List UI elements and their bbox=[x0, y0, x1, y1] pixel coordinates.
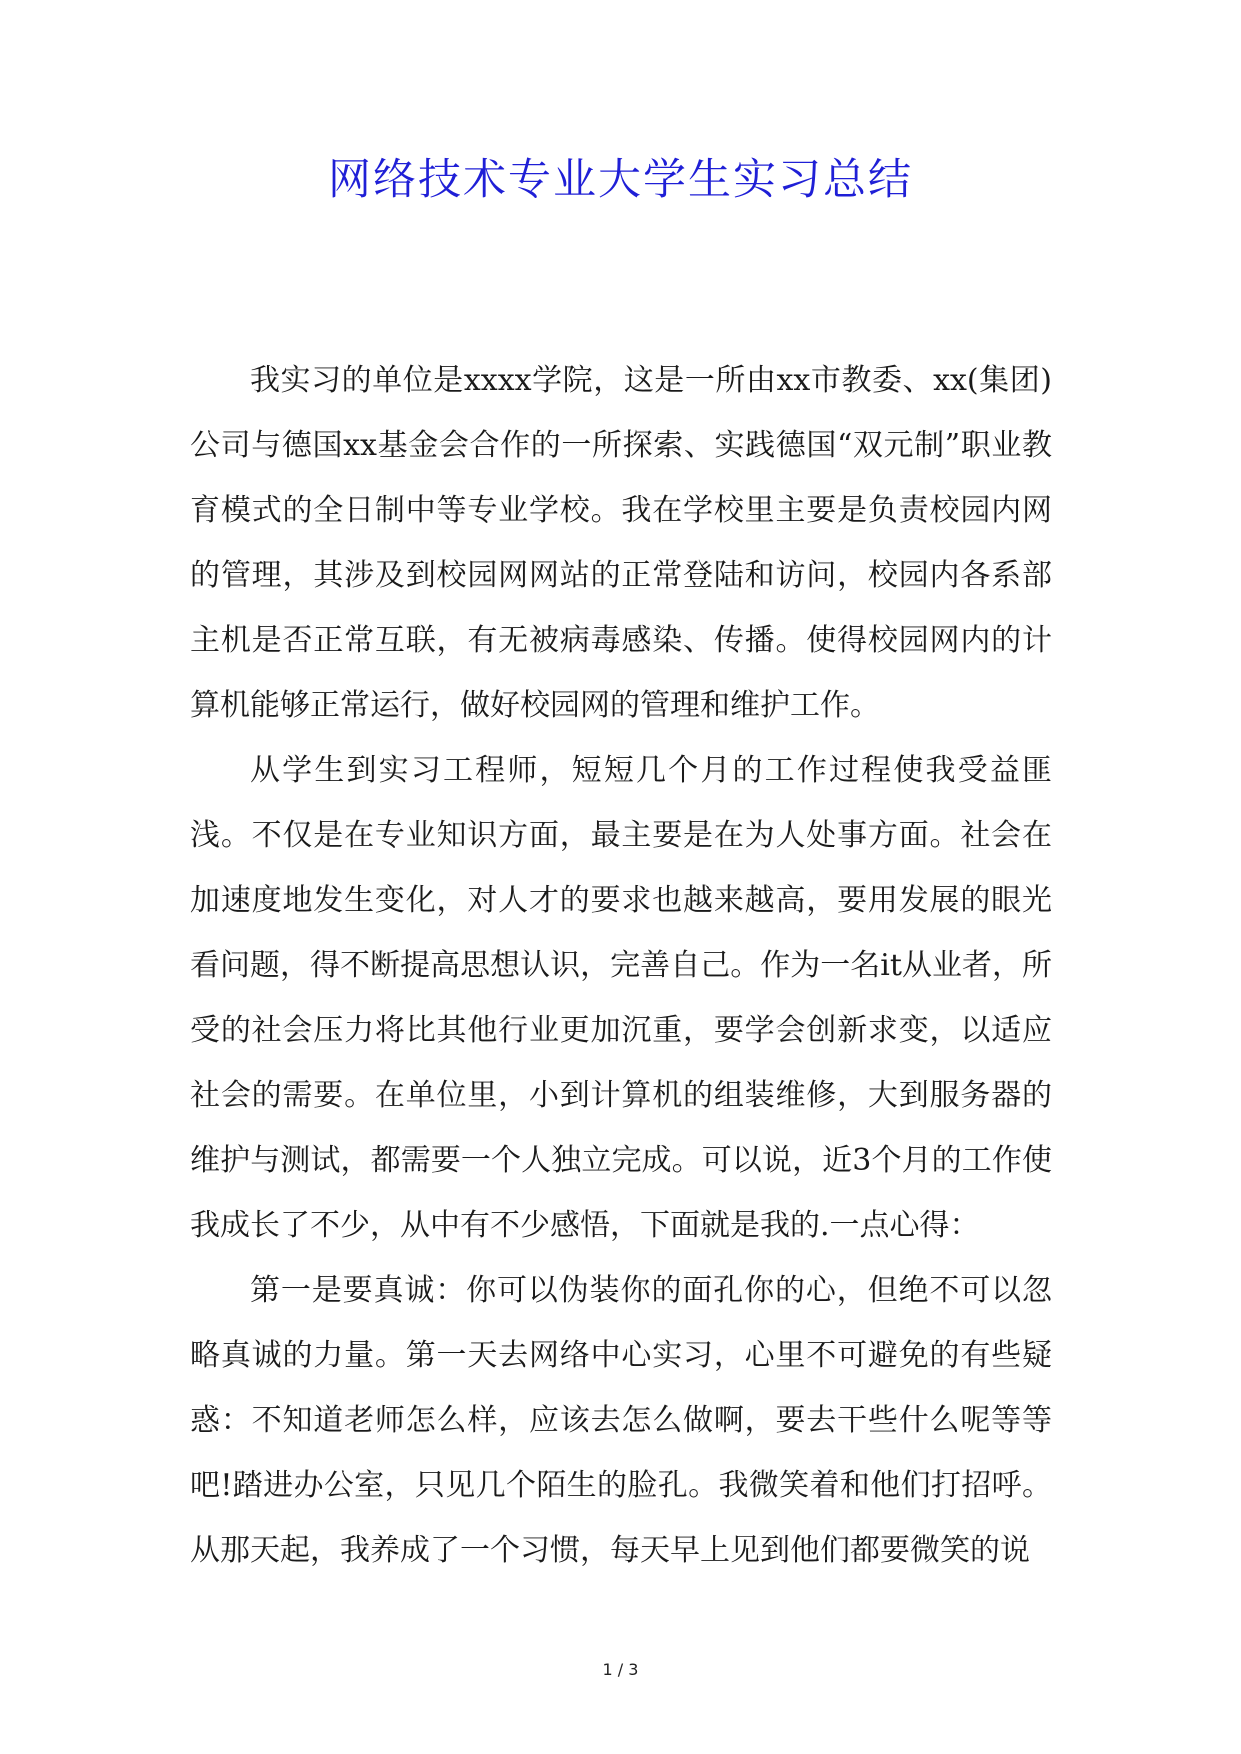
paragraph-2: 从学生到实习工程师，短短几个月的工作过程使我受益匪浅。不仅是在专业知识方面，最主要是在为人处事方面。社会在加速度地发生变化，对人才的要求也越来越高，要用发展的眼光看问题，得不断提高思想认识，完善自己。作为一名it从业者，所受的社会压力将比其他行业更加沉重，要学会创新求变，以适应社会的需要。在单位里，小到计算机的组装维修，大到服务器的维护与测试，都需要一个人独立完成。可以说，近3个月的工作使我成长了不少，从中有不少感悟，下面就是我的.一点心得： bbox=[190, 753, 1052, 1243]
paragraph-3: 第一是要真诚：你可以伪装你的面孔你的心，但绝不可以忽略真诚的力量。第一天去网络中心实习，心里不可避免的有些疑惑：不知道老师怎么样，应该去怎么做啊，要去干些什么呢等等吧!踏进办公室，只见几个陌生的脸孔。我微笑着和他们打招呼。从那天起，我养成了一个习惯，每天早上见到他们都要微笑的说 bbox=[190, 1273, 1052, 1568]
document-body bbox=[190, 348, 1052, 1583]
page-number: 1 / 3 bbox=[602, 1660, 639, 1679]
document-title: 网络技术专业大学生实习总结 bbox=[328, 155, 913, 205]
paragraph-1: 我实习的单位是xxxx学院，这是一所由xx市教委、xx(集团)公司与德国xx基金会合作的一所探索、实践德国“双元制”职业教育模式的全日制中等专业学校。我在学校里主要是负责校园内网的管理，其涉及到校园网网站的正常登陆和访问，校园内各系部主机是否正常互联，有无被病毒感染、传播。使得校园网内的计算机能够正常运行，做好校园网的管理和维护工作。 bbox=[190, 363, 1052, 723]
